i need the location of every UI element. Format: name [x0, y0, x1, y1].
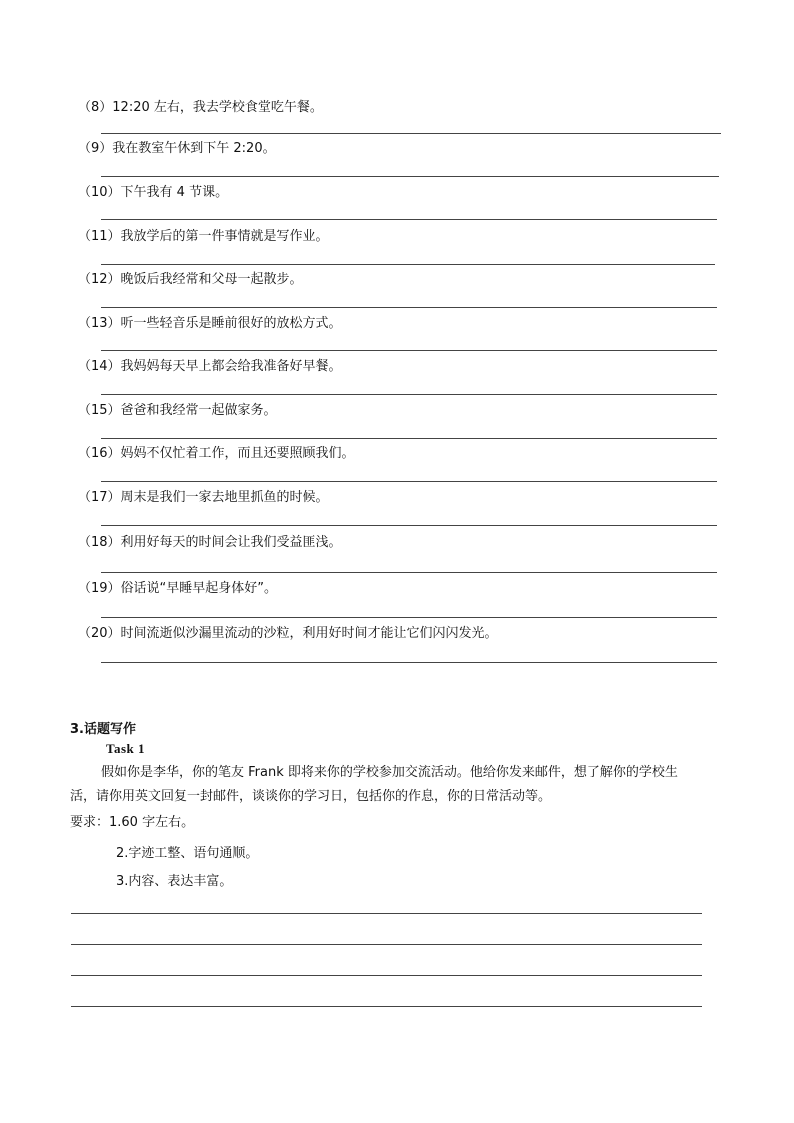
item-14: （14）我妈妈每天早上都会给我准备好早餐。: [78, 359, 342, 374]
writing-line[interactable]: [71, 975, 702, 976]
answer-line[interactable]: [101, 617, 717, 618]
item-10: （10）下午我有 4 节课。: [78, 185, 229, 200]
task-title: Task 1: [106, 741, 146, 756]
answer-line[interactable]: [101, 525, 717, 526]
item-12: （12）晚饭后我经常和父母一起散步。: [78, 272, 303, 287]
prompt-line-1: 假如你是李华，你的笔友 Frank 即将来你的学校参加交流活动。他给你发来邮件，想了解你的学校生: [101, 765, 678, 780]
answer-line[interactable]: [101, 264, 715, 265]
requirement-1: 要求：1.60 字左右。: [70, 815, 195, 830]
answer-line[interactable]: [101, 307, 717, 308]
item-15: （15）爸爸和我经常一起做家务。: [78, 403, 277, 418]
answer-line[interactable]: [101, 133, 721, 134]
answer-line[interactable]: [101, 350, 717, 351]
item-11: （11）我放学后的第一件事情就是写作业。: [78, 229, 329, 244]
requirement-3: 3.内容、表达丰富。: [116, 874, 233, 889]
requirement-2: 2.字迹工整、语句通顺。: [116, 846, 259, 861]
item-18: （18）利用好每天的时间会让我们受益匪浅。: [78, 535, 342, 550]
item-8: （8）12:20 左右，我去学校食堂吃午餐。: [78, 100, 323, 115]
item-20: （20）时间流逝似沙漏里流动的沙粒，利用好时间才能让它们闪闪发光。: [78, 626, 498, 641]
writing-line[interactable]: [71, 1006, 702, 1007]
item-19: （19）俗话说“早睡早起身体好”。: [78, 581, 278, 596]
answer-line[interactable]: [101, 481, 717, 482]
answer-line[interactable]: [101, 572, 717, 573]
item-16: （16）妈妈不仅忙着工作，而且还要照顾我们。: [78, 446, 355, 461]
item-9: （9）我在教室午休到下午 2:20。: [78, 141, 276, 156]
answer-line[interactable]: [101, 438, 717, 439]
writing-line[interactable]: [71, 944, 702, 945]
item-17: （17）周末是我们一家去地里抓鱼的时候。: [78, 490, 329, 505]
item-13: （13）听一些轻音乐是睡前很好的放松方式。: [78, 316, 342, 331]
section-title: 3.话题写作: [70, 722, 136, 737]
answer-line[interactable]: [101, 662, 717, 663]
answer-line[interactable]: [101, 219, 717, 220]
prompt-line-2: 活，请你用英文回复一封邮件，谈谈你的学习日，包括你的作息，你的日常活动等。: [70, 789, 552, 804]
writing-line[interactable]: [71, 913, 702, 914]
answer-line[interactable]: [101, 394, 717, 395]
answer-line[interactable]: [101, 176, 719, 177]
